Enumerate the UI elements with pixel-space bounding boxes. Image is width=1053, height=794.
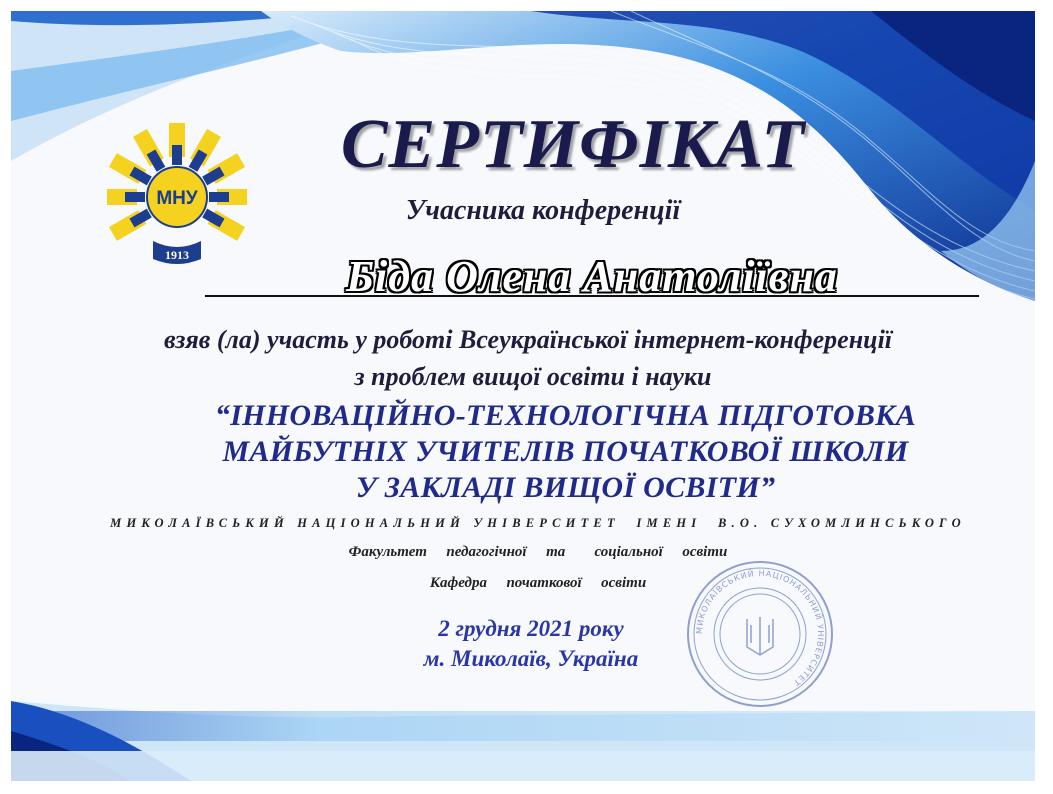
logo-year: 1913 bbox=[165, 248, 189, 262]
recipient-name: Біда Олена Анатоліївна bbox=[346, 252, 838, 301]
conference-topic-line1: “ІННОВАЦІЙНО-ТЕХНОЛОГІЧНА ПІДГОТОВКА bbox=[214, 399, 917, 432]
certificate bbox=[11, 11, 1035, 781]
department-name: Кафедра початкової освіти bbox=[429, 575, 647, 591]
university-name: МИКОЛАЇВСЬКИЙ НАЦІОНАЛЬНИЙ УНІВЕРСИТЕТ ІМЕНІ В.О. СУХОМЛИНСЬКОГО bbox=[110, 516, 966, 530]
trident-icon bbox=[747, 617, 773, 655]
participation-text: взяв (ла) участь у роботі Всеукраїнської інтернет-конференції bbox=[163, 325, 893, 354]
faculty-name: Факультет педагогічної та соціальної освіти bbox=[348, 544, 728, 560]
certificate-title: СЕРТИФІКАТ bbox=[340, 106, 806, 183]
certificate-subtitle: Учасника конференції bbox=[405, 195, 681, 226]
conference-date: 2 грудня 2021 року bbox=[438, 616, 624, 641]
participation-subject: з проблем вищої освіти і науки bbox=[354, 362, 712, 391]
conference-topic-line2: МАЙБУТНІХ УЧИТЕЛІВ ПОЧАТКОВОЇ ШКОЛИ bbox=[222, 435, 909, 468]
conference-place: м. Миколаїв, Україна bbox=[423, 646, 639, 671]
logo-abbr: МНУ bbox=[156, 188, 198, 209]
conference-topic-line3: У ЗАКЛАДІ ВИЩОЇ ОСВІТИ” bbox=[355, 471, 776, 504]
stamp-text: МИКОЛАЇВСЬКИЙ НАЦІОНАЛЬНИЙ УНІВЕРСИТЕТ bbox=[694, 568, 826, 688]
official-stamp bbox=[685, 559, 835, 709]
